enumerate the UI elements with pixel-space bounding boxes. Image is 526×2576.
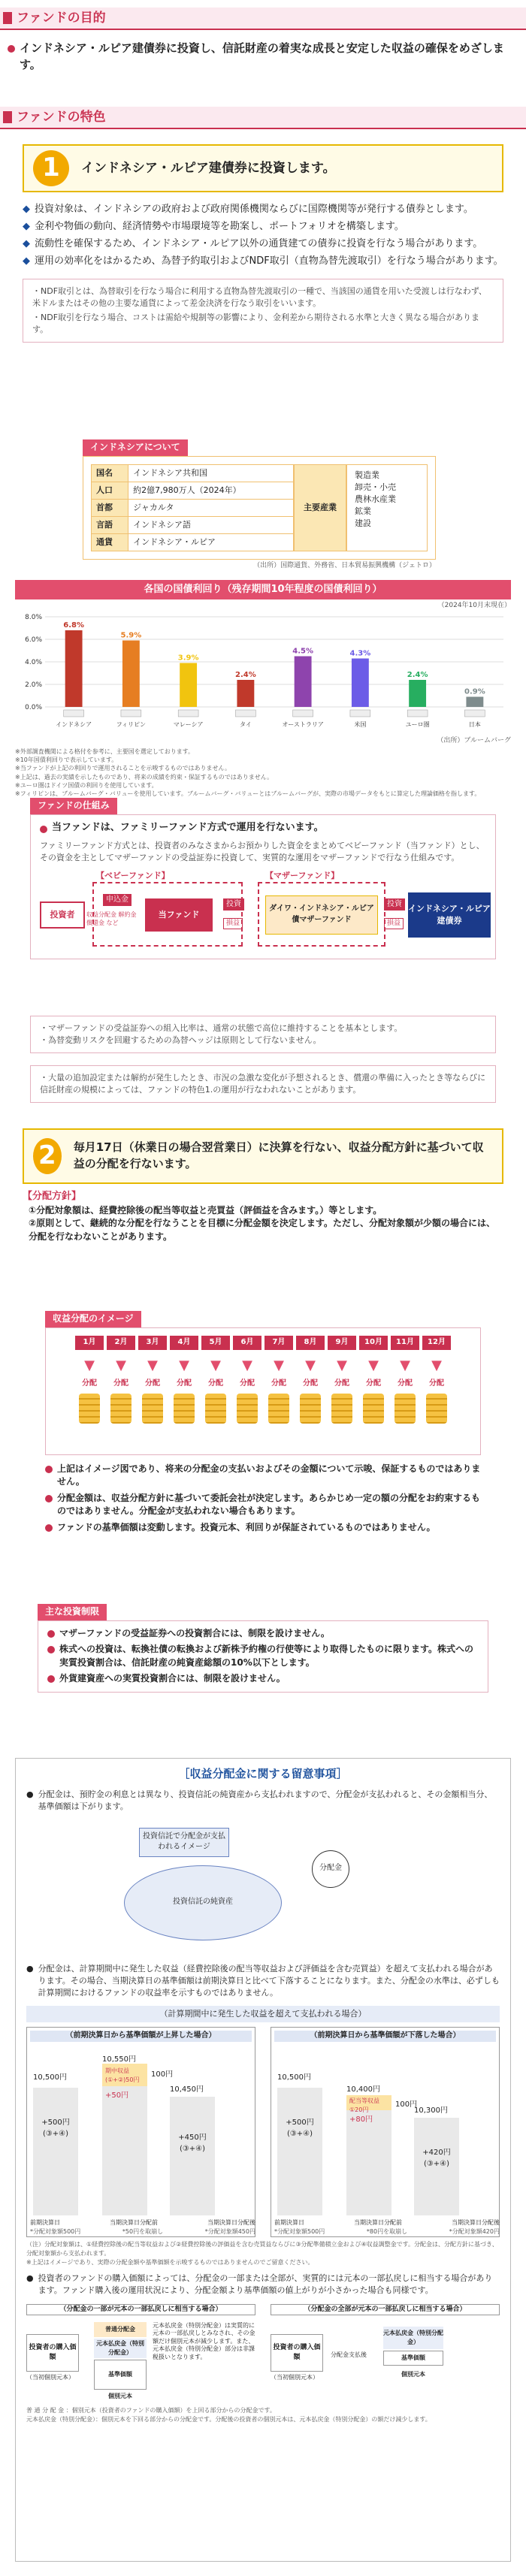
chart-footnotes: ※外部調査機関による格付を参考に、主要国を選定しております。 ※10年国債利回りで表示しています。 ※当ファンドが上記の利回りで運用されることを示唆するものではありません。 ※上記は、過去の実績を示したものであり、将来の成績を約束・保証するものではありません。 ※ユーロ圏はドイツ国債の利回りを使用しています。 ※フィリピンは、ブルームバーグ・バリューを使用しています。ブルームバーグ・バリューとはブルームバーグが、実際の市場データをもとに算定した理論価格を指します。 [15,747,481,797]
feature2-title: 毎月17日（休業日の場合翌営業日）に決算を行ない、収益分配方針に基づいて収益の分配を行ないます。 [73,1140,484,1170]
down-arrow-icon: ▼ [210,1357,221,1373]
y-tick-label: 2.0% [25,681,42,690]
x-tick-label: 日本 [468,721,481,729]
feature1-header [23,144,503,192]
chart-asof: （2024年10月末現在） [437,602,511,609]
down-arrow-icon: ▼ [305,1357,316,1373]
month-label: 8月 [296,1336,325,1350]
feature1-title: インドネシア・ルピア建債券に投資します。 [81,160,336,176]
bar [466,697,483,708]
down-arrow-icon: ▼ [368,1357,379,1373]
coin-icon [268,1394,289,1424]
down-arrow-icon: ▼ [274,1357,284,1373]
distribution-label: 分配 [303,1379,318,1388]
month-label: 9月 [328,1336,356,1350]
case1: （前期決算日から基準価額が上昇した場合） +500円(③+④) 10,500円 10,550円 期中収益(①+②)50円 +50円 100円 10,450円 +450円(③+④) 前期決算日 当期決算日分配前 当期決算日分配後 *分配対象額500円 *50円を取崩し *分配対象額450円 [26,2027,255,2237]
bar [352,659,369,708]
y-tick-label: 6.0% [25,636,42,645]
flag-icon [121,710,141,717]
month-label: 3月 [138,1336,167,1350]
example-cases [26,2027,500,2237]
distribution-label: 分配 [398,1379,413,1388]
policy-label: 【分配方針】 [23,1191,82,1202]
refund-cases [26,2304,500,2402]
limits-label: 主な投資制限 [38,1604,107,1620]
flag-icon [350,710,370,717]
flag-icon [293,710,313,717]
list-item: ◆ 運用の効率化をはかるため、為替予約取引およびNDF取引（直物為替先渡取引）を行なう場合があります。 [23,255,503,269]
x-tick-label: オーストラリア [282,721,324,729]
industries: 製造業 卸売・小売 農林水産業 鉱業 建設 [346,464,428,551]
caution-title: ［収益分配金に関する留意事項］ [178,1767,348,1780]
distribution-label: 分配 [366,1379,381,1388]
chart-title: 各国の国債利回り（残存期間10年程度の国債利回り） [15,580,511,599]
bar [409,680,426,707]
chart-source: （出所）ブルームバーグ [437,736,511,744]
month-label: 7月 [265,1336,293,1350]
month-column [233,1336,261,1424]
caution-p3: ● 投資者のファンドの購入価額によっては、分配金の一部または全部が、実質的には元本の一部払戻しに相当する場合があります。ファンド購入後の運用状況により、分配金額より基準価額の値上がりが小さかった場合も同様です。 [26,2273,493,2296]
structure-diagram: 【ベビーファンド】 【マザーファンド】 投資者 当ファンド ダイワ・インドネシア・ルピア債マザーファンド インドネシア・ルピア建債券 申込金 収益分配金 解約金 償還金 など 投資 損益 投資 損益 [40,870,486,953]
coin-icon [79,1394,100,1424]
image-label: 収益分配のイメージ [45,1311,141,1327]
distribution-label: 分配 [240,1379,255,1388]
distribution-image [45,1327,481,1455]
data-label: 0.9% [464,687,485,696]
month-column [201,1336,230,1424]
coin-icon [394,1394,416,1424]
month-label: 5月 [201,1336,230,1350]
caution-p2: ● 分配金は、計算期間中に発生した収益（経費控除後の配当等収益および評価益を含む売買益）を超えて支払われる場合があります。その場合、当期決算日の基準価額は前期決算日と比べて下落することになります。また、分配金の水準は、必ずしも計算期間におけるファンドの収益率を示すものではありません。 [26,1963,500,1998]
month-label: 4月 [170,1336,198,1350]
structure-headline: 当ファンドは、ファミリーファンド方式で運用を行ないます。 [40,821,486,835]
data-label: 2.4% [235,671,256,680]
month-column [296,1336,325,1424]
month-label: 1月 [75,1336,104,1350]
y-tick-label: 0.0% [25,704,42,712]
def2: 元本払戻金（特別分配金）：個別元本を下回る部分からの分配金です。分配後の投資者の個別元本は、元本払戻金（特別分配金）の額だけ減少します。 [26,2415,431,2423]
down-arrow-icon: ▼ [147,1357,158,1373]
bar [65,630,83,707]
caution-image1: 投資信託で分配金が支払われるイメージ 投資信託の純資産 分配金 [64,1820,500,1963]
flag-icon [178,710,198,717]
data-label: 4.3% [349,649,371,658]
x-tick-label: ユーロ圏 [405,721,430,729]
y-tick-label: 4.0% [25,659,42,667]
feature1-bullets [23,203,503,268]
coin-icon [426,1394,447,1424]
month-label: 2月 [107,1336,135,1350]
down-arrow-icon: ▼ [431,1357,442,1373]
month-label: 6月 [233,1336,261,1350]
case4: （分配金の全部が元本の一部払戻しに相当する場合） 投資者の購入価額 （当初個別元本） 分配金支払後 元本払戻金（特別分配金） 基準価額 個別元本 [271,2304,500,2402]
feature1-number: 1 [33,150,69,186]
feature2-header [23,1128,503,1184]
coin-icon [331,1394,352,1424]
down-arrow-icon: ▼ [400,1357,410,1373]
distribution-label: 分配 [429,1379,444,1388]
month-label: 12月 [422,1336,451,1350]
structure-desc: ファミリーファンド方式とは、投資者のみなさまからお預かりした資金をまとめてベビーファンド（当ファンド）とし、その資金を主としてマザーファンドの受益証券に投資して、実質的な運用をマザーファンドで行なう仕組みです。 [40,840,485,862]
month-column [328,1336,356,1424]
bar [180,663,197,708]
down-arrow-icon: ▼ [84,1357,95,1373]
ndf-note: ・NDF取引とは、為替取引を行なう場合に利用する直物為替先渡取引の一種で、当該国の通貨を用いた受渡しは行なわず、米ドルまたはその他の主要な通貨によって差金決済を行なう取引をいいます。 ・NDF取引を行なう場合、コストは需給や規制等の影響により、金利差から期待される水準と大きく異なる場合があります。 [23,279,503,343]
features-heading: ファンドの特色 [0,107,526,129]
distribution-label: 分配 [113,1379,128,1388]
feature2-number: 2 [33,1138,62,1174]
down-arrow-icon: ▼ [116,1357,126,1373]
limits-list: マザーファンドの受益証券への投資割合には、制限を設けません。 株式への投資は、転換社債の転換および新株予約権の行使等により取得したものに限ります。株式への実質投資割合は、信託財産の純資産総額の10%以下とします。 外貨建資産への実質投資割合には、制限を設けません。 [38,1620,488,1693]
data-label: 6.8% [63,621,84,630]
x-tick-label: タイ [239,721,252,729]
distribution-label: 分配 [334,1379,349,1388]
caution-foot2: ※上記はイメージであり、実際の分配金額や基準価額を示唆するものではありませんのでご留意ください。 [26,2258,314,2266]
data-label: 4.5% [292,647,313,656]
coin-icon [174,1394,195,1424]
x-tick-label: インドネシア [56,721,92,729]
coin-icon [300,1394,321,1424]
purpose-text: インドネシア・ルピア建債券に投資し、信託財産の着実な成長と安定した収益の確保をめざします。 [0,30,526,74]
month-column [265,1336,293,1424]
month-column [170,1336,198,1424]
data-label: 5.9% [120,631,142,640]
x-tick-label: マレーシア [173,721,204,729]
month-label: 10月 [359,1336,388,1350]
caution-p1: ● 分配金は、預貯金の利息とは異なり、投資信託の純資産から支払われますので、分配金が支払われると、その金額相当分、基準価額は下がります。 [26,1789,493,1811]
structure-label: ファンドの仕組み [30,798,117,814]
example-title: （計算期間中に発生した収益を超えて支払われる場合） [26,2006,500,2022]
caution-box [15,1758,511,2562]
data-label: 2.4% [407,671,428,680]
down-arrow-icon: ▼ [337,1357,347,1373]
list-item: ◆ 投資対象は、インドネシアの政府および政府関係機関ならびに国際機関等が発行する債券とします。 [23,203,503,217]
coin-icon [142,1394,163,1424]
month-column [107,1336,135,1424]
flag-icon [464,710,485,717]
distribution-label: 分配 [177,1379,192,1388]
month-label: 11月 [391,1336,419,1350]
notes3: ・大量の追加設定または解約が発生したとき、市況の急激な変化が予想されるとき、償還の準備に入ったとき等ならびに信託財産の規模によっては、ファンドの特色1.の運用が行なわれないことがあります。 [30,1065,496,1103]
x-tick-label: 米国 [354,721,367,729]
indonesia-table: 国名 インドネシア共和国 人口 約2億7,980万人（2024年） 首都 ジャカルタ 言語 インドネシア語 通貨 インドネシア・ルピア 主要産業 製造業 卸売・小売 農林水産業 鉱業 建設 [83,456,436,560]
yield-chart [15,611,511,731]
month-column [359,1336,388,1424]
flag-icon [64,710,84,717]
flag-icon [235,710,255,717]
bar [237,680,254,707]
down-arrow-icon: ▼ [242,1357,252,1373]
case3: （分配金の一部が元本の一部払戻しに相当する場合） 投資者の購入価額 （当初個別元本） 普通分配金 元本払戻金（特別分配金） 基準価額 個別元本 元本払戻金（特別分配金）は実質的に元本の一部払戻しとみなされ、その金額だけ個別元本が減少します。また、元本払戻金（特別分配金）部分は非課税扱いとなります。 [26,2306,255,2400]
coin-icon [110,1394,132,1424]
bar [295,657,312,708]
data-label: 3.9% [177,654,199,663]
month-column [138,1336,167,1424]
distribution-label: 分配 [208,1379,223,1388]
caution-foot1: （注）分配対象額は、①経費控除後の配当等収益および②経費控除後の評価益を含む売買益ならびに③分配準備積立金および④収益調整金です。分配金は、分配方針に基づき、分配対象額から支払われます。 [26,2241,498,2257]
def1: 普 通 分 配 金 ：個別元本（投資者のファンドの購入価額）を上回る部分からの分配金です。 [26,2407,276,2414]
x-tick-label: フィリピン [116,721,147,729]
coin-icon [363,1394,384,1424]
indonesia-label: インドネシアについて [83,439,188,456]
flag-icon [407,710,428,717]
month-column [391,1336,419,1424]
list-item: ◆ 流動性を確保するため、インドネシア・ルピア以外の通貨建ての債券に投資を行なう場合があります。 [23,237,503,252]
policy: ①分配対象額は、経費控除後の配当等収益と売買益（評価益を含みます。）等とします。 ②原則として、継続的な分配を行なうことを目標に分配金額を決定します。ただし、分配対象額が少額の場合には、分配を行なわないことがあります。 [29,1204,495,1242]
distribution-label: 分配 [145,1379,160,1388]
distribution-label: 分配 [82,1379,97,1388]
coin-icon [237,1394,258,1424]
purpose-heading: ファンドの目的 [0,8,526,30]
bar [122,641,140,708]
month-column [75,1336,104,1424]
month-column [422,1336,451,1424]
list-item: ◆ 金利や物価の動向、経済情勢や市場環境等を勘案し、ポートフォリオを構築します。 [23,220,503,234]
coin-icon [205,1394,226,1424]
y-tick-label: 8.0% [25,614,42,622]
notes2: ・マザーファンドの受益証券への組入比率は、通常の状態で高位に維持することを基本とします。 ・為替変動リスクを回避するための為替ヘッジは原則として行ないません。 [30,1016,496,1053]
distribution-label: 分配 [271,1379,286,1388]
down-arrow-icon: ▼ [179,1357,189,1373]
feature2-notes: 上記はイメージ図であり、将来の分配金の支払いおよびその金額について示唆、保証するものではありません。 分配金額は、収益分配方針に基づいて委託会社が決定します。あらかじめ一定の額の分配をお約束するものではありません。分配金が支払われない場合もあります。 ファンドの基準価額は変動します。投資元本、利回りが保証されているものではありません。 [45,1463,481,1534]
case2: （前期決算日から基準価額が下落した場合） +500円(③+④) 10,500円 10,400円 配当等収益①20円 +80円 100円 10,300円 +420円(③+④) 前期決算日 当期決算日分配前 当期決算日分配後 *分配対象額500円 *80円を取崩し *分配対象額420円 [271,2027,500,2237]
